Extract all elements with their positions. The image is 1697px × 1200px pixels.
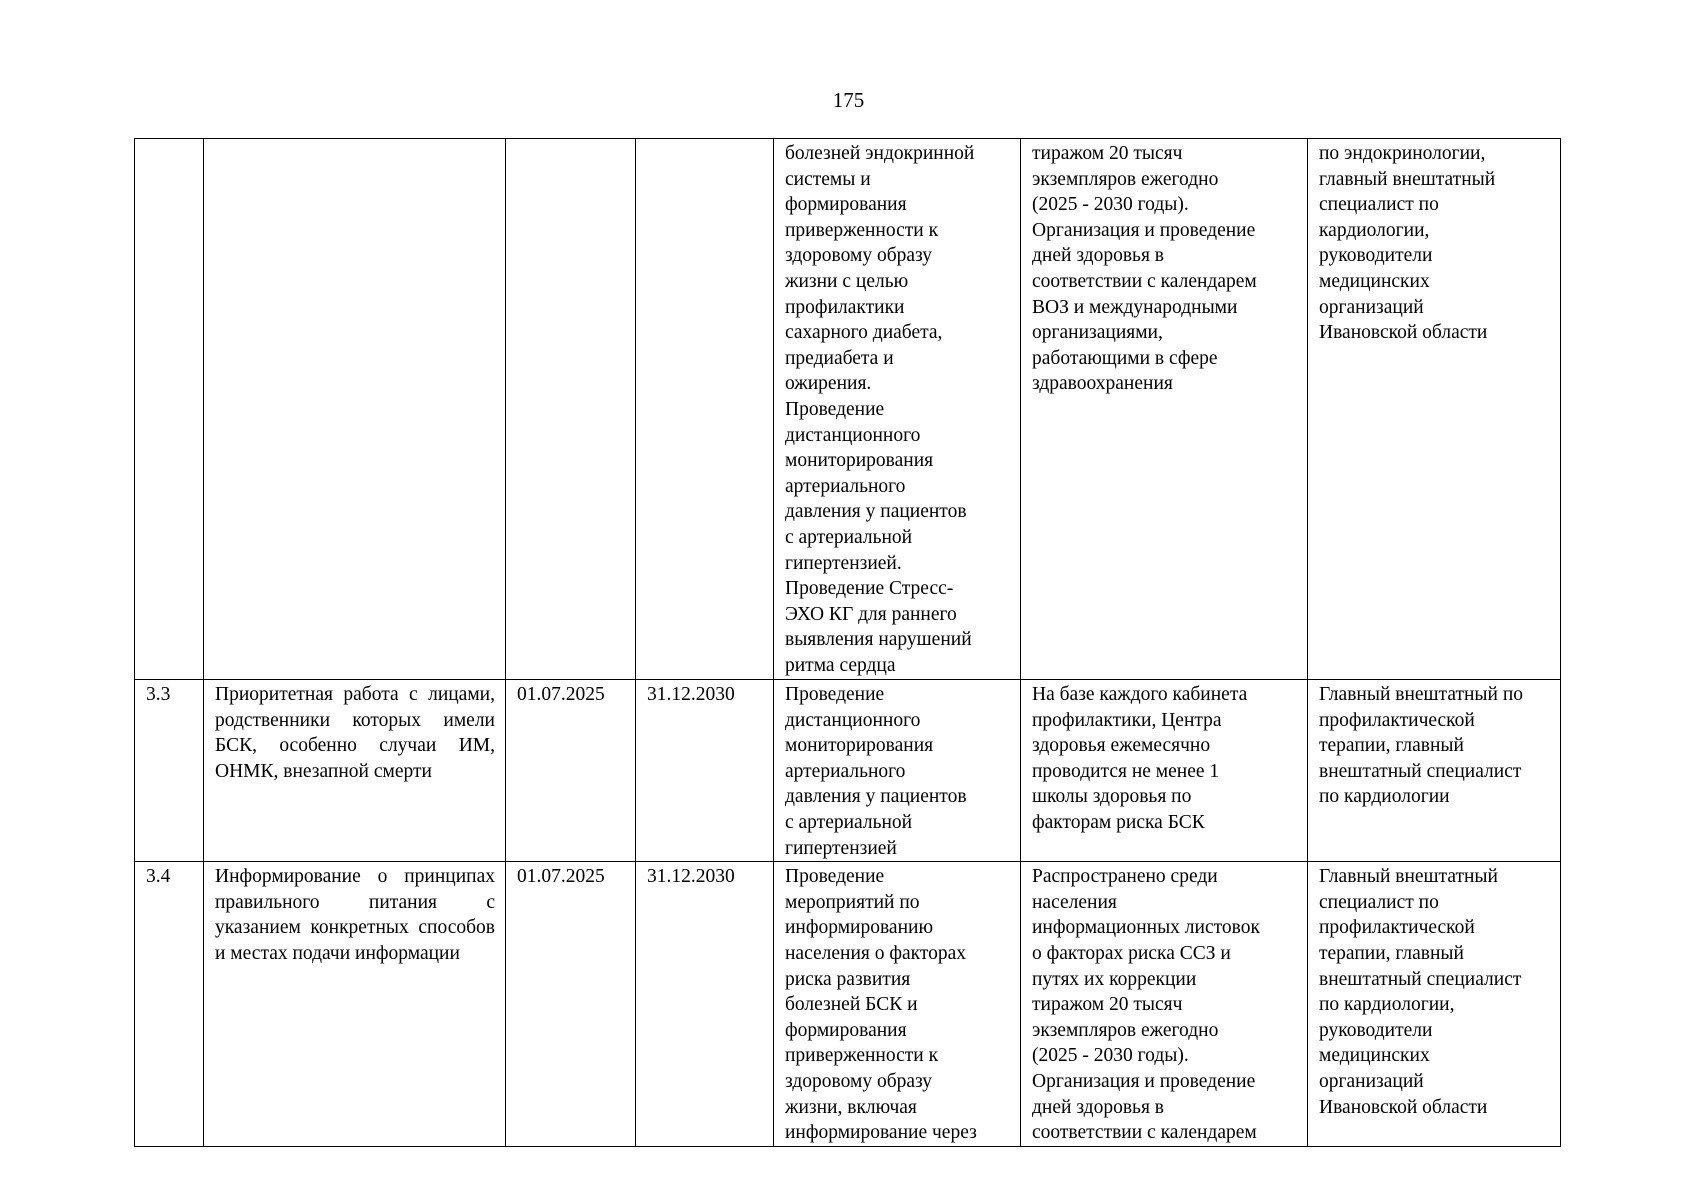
content-cell: Проведение дистанционного мониторирования артериального давления у пациентов с артериальной гипертензией [774,680,1021,862]
content-cell: Проведение мероприятий по информированию населения о факторах риска развития болезней БСК и формирования приверженности к здоровому образу жизни, включая информирование через [774,862,1021,1147]
activities-table [134,138,1561,1147]
table-row [135,680,1561,862]
row-number-cell: 3.4 [135,862,204,1147]
row-number-cell [135,139,204,680]
start-date-cell [506,139,636,680]
start-date-cell: 01.07.2025 [506,862,636,1147]
table-row [135,139,1561,680]
responsible-cell: Главный внештатный по профилактической терапии, главный внештатный специалист по кардиологии [1308,680,1561,862]
activity-cell [204,139,506,680]
responsible-cell: Главный внештатный специалист по профилактической терапии, главный внештатный специалист по кардиологии, руководители медицинских организаций Ивановской области [1308,862,1561,1147]
activity-cell: Информирование о принципах правильного питания с указанием конкретных способов и местах подачи информации [204,862,506,1147]
result-cell: На базе каждого кабинета профилактики, Центра здоровья ежемесячно проводится не менее 1 школы здоровья по факторам риска БСК [1021,680,1308,862]
result-cell: тиражом 20 тысяч экземпляров ежегодно (2025 - 2030 годы). Организация и проведение дней здоровья в соответствии с календарем ВОЗ и международными организациями, работающими в сфере здравоохранения [1021,139,1308,680]
end-date-cell: 31.12.2030 [636,680,774,862]
start-date-cell: 01.07.2025 [506,680,636,862]
end-date-cell: 31.12.2030 [636,862,774,1147]
activity-cell: Приоритетная работа с лицами, родственники которых имели БСК, особенно случаи ИМ, ОНМК, внезапной смерти [204,680,506,862]
end-date-cell [636,139,774,680]
row-number-cell: 3.3 [135,680,204,862]
result-cell: Распространено среди населения информационных листовок о факторах риска ССЗ и путях их коррекции тиражом 20 тысяч экземпляров ежегодно (2025 - 2030 годы). Организация и проведение дней здоровья в соответствии с календарем [1021,862,1308,1147]
content-cell: болезней эндокринной системы и формирования приверженности к здоровому образу жизни с целью профилактики сахарного диабета, предиабета и ожирения. Проведение дистанционного мониторирования артериального давления у пациентов с артериальной гипертензией. Проведение Стресс- ЭХО КГ для раннего выявления нарушений ритма сердца [774,139,1021,680]
table-row [135,862,1561,1147]
page-number: 175 [832,88,865,112]
responsible-cell: по эндокринологии, главный внештатный специалист по кардиологии, руководители медицинских организаций Ивановской области [1308,139,1561,680]
